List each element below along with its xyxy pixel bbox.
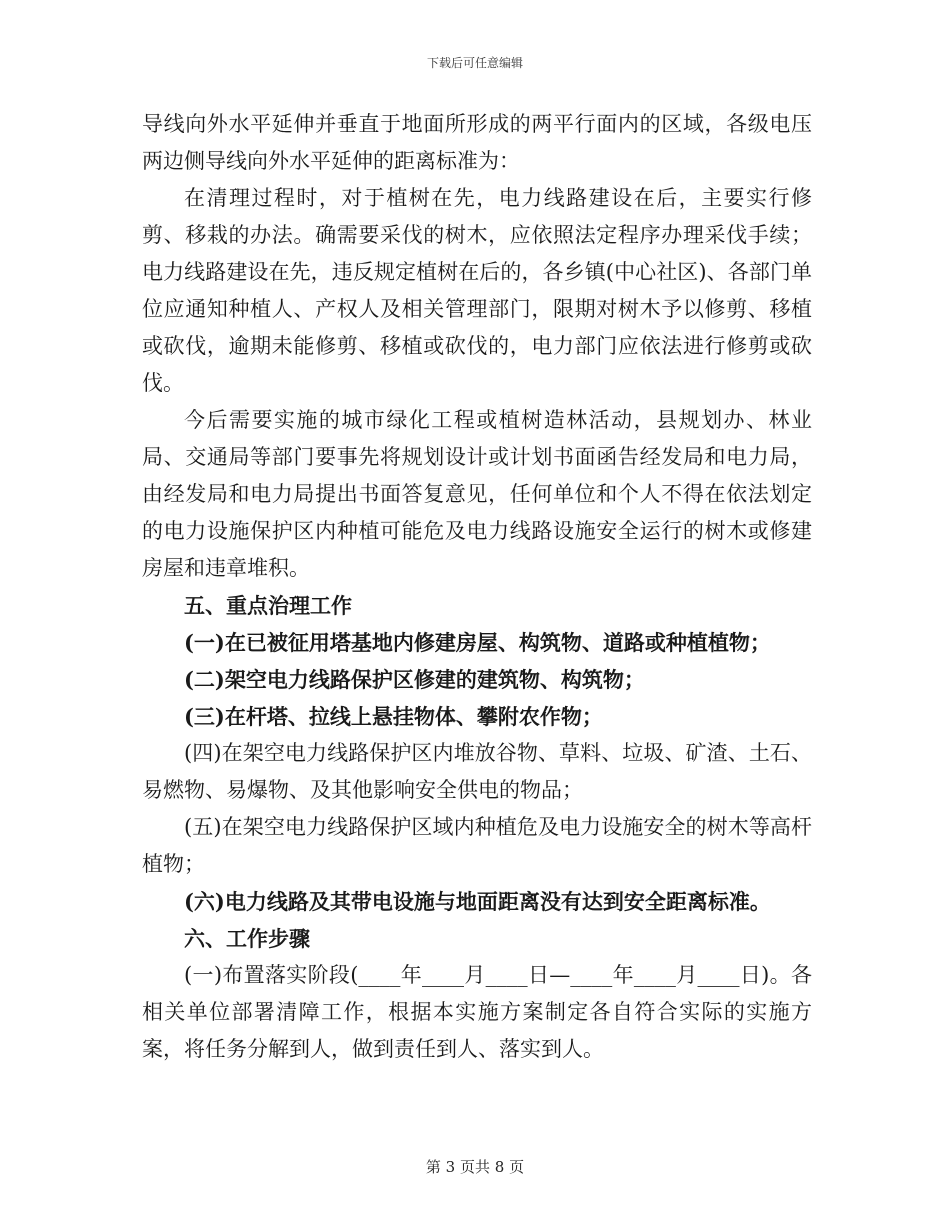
list-item-3: (三)在杆塔、拉线上悬挂物体、攀附农作物； (184, 704, 603, 729)
document-body (142, 106, 812, 1068)
list-item-4: (四)在架空电力线路保护区内堆放谷物、草料、垃圾、矿渣、土石、易燃物、易爆物、及其他影响安全供电的物品； (142, 741, 812, 802)
section-heading-work-steps: 六、工作步骤 (184, 926, 310, 951)
section-heading-key-work: 五、重点治理工作 (184, 593, 352, 618)
page-header: 下载后可任意编辑 (426, 56, 523, 70)
paragraph-clearing-process: 在清理过程时，对于植树在先，电力线路建设在后，主要实行修剪、移栽的办法。确需要采伐的树木，应依照法定程序办理采伐手续；电力线路建设在先，违反规定植树在后的，各乡镇(中心社区)、各部门单位应通知种植人、产权人及相关管理部门，限期对树木予以修剪、移植或砍伐，逾期未能修剪、移植或砍伐的，电力部门应依法进行修剪或砍伐。 (142, 186, 812, 395)
paragraph-future-greening: 今后需要实施的城市绿化工程或植树造林活动，县规划办、林业局、交通局等部门要事先将规划设计或计划书面函告经发局和电力局，由经发局和电力局提出书面答复意见，任何单位和个人不得在依法划定的电力设施保护区内种植可能危及电力线路设施安全运行的树木或修建房屋和违章堆积。 (142, 408, 812, 580)
page-footer: 第 3 页共 8 页 (425, 1158, 525, 1176)
list-item-2: (二)架空电力线路保护区修建的建筑物、构筑物； (184, 667, 645, 692)
paragraph-protection-zone: 导线向外水平延伸并垂直于地面所形成的两平行面内的区域，各级电压两边侧导线向外水平延伸的距离标准为： (142, 112, 812, 173)
list-item-1: (一)在已被征用塔基地内修建房屋、构筑物、道路或种植植物； (184, 630, 771, 655)
list-item-5: (五)在架空电力线路保护区域内种植危及电力设施安全的树木等高杆植物； (142, 815, 812, 876)
list-item-6: (六)电力线路及其带电设施与地面距离没有达到安全距离标准。 (184, 889, 771, 914)
paragraph-step-1: (一)布置落实阶段(____年____月____日—____年____月____日)。各相关单位部署清障工作，根据本实施方案制定各自符合实际的实施方案，将任务分解到人，做到责任到人、落实到人。 (142, 963, 812, 1061)
